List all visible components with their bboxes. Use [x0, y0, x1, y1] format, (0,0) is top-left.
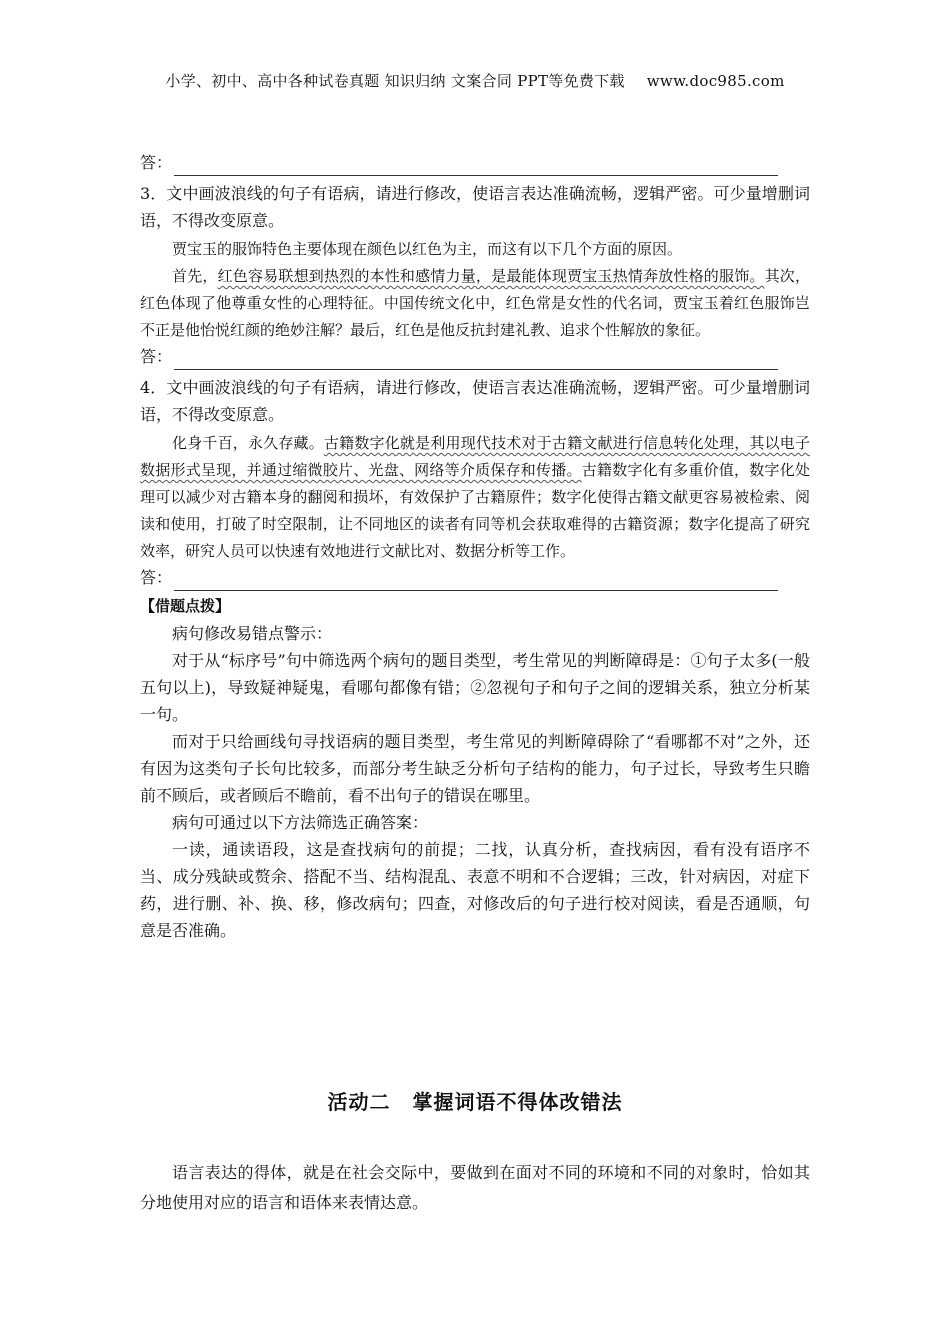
answer-blank[interactable]	[174, 159, 778, 176]
tip-paragraph: 而对于只给画线句寻找语病的题目类型，考生常见的判断障碍除了“看哪都不对”之外，还有因为这类句子长句比较多，而部分考生缺乏分析句子结构的能力，句子过长，导致考生只瞻前不顾后，或者顾后不瞻前，看不出句子的错误在哪里。	[140, 732, 810, 805]
passage-text: 化身千百，永久存藏。	[172, 434, 324, 452]
answer-label: 答：	[140, 568, 173, 587]
section-intro	[140, 1158, 810, 1218]
main-content	[140, 150, 810, 944]
answer-label: 答：	[140, 347, 173, 366]
question-4	[140, 374, 810, 591]
tip-paragraph: 病句修改易错点警示：	[172, 624, 333, 643]
question-3	[140, 180, 810, 370]
tip-paragraph: 病句可通过以下方法筛选正确答案：	[172, 813, 429, 832]
question-4-passage	[140, 430, 810, 565]
passage-text: 其次，红色体现了他尊重女性的心理特征。中国传统文化中，红色常是女性的代名词，贾宝玉着红色服饰岂不正是他怡悦红颜的绝妙注解？最后，红色是他反抗封建礼教、追求个性解放的象征。	[140, 267, 810, 339]
passage-paragraph	[140, 263, 810, 344]
question-3-prompt: 3．文中画波浪线的句子有语病，请进行修改，使语言表达准确流畅，逻辑严密。可少量增删词语，不得改变原意。	[140, 184, 810, 230]
passage-text: 古籍数字化有多重价值，数字化处理可以减少对古籍本身的翻阅和损坏，有效保护了古籍原件；数字化使得古籍文献更容易被检索、阅读和使用，打破了时空限制，让不同地区的读者有同等机会获取难得的古籍资源；数字化提高了研究效率，研究人员可以快速有效地进行文献比对、数据分析等工作。	[140, 461, 810, 560]
passage-text: 首先，	[172, 267, 218, 285]
passage-paragraph	[140, 430, 810, 565]
answer-line	[140, 565, 810, 591]
section-intro-paragraph: 语言表达的得体，就是在社会交际中，要做到在面对不同的环境和不同的对象时，恰如其分地使用对应的语言和语体来表情达意。	[140, 1163, 810, 1212]
passage-paragraph: 贾宝玉的服饰特色主要体现在颜色以红色为主，而这有以下几个方面的原因。	[172, 240, 683, 258]
wavy-underlined-sentence: 红色容易联想到热烈的本性和感情力量，是最能体现贾宝玉热情奔放性格的服饰。	[217, 267, 765, 285]
tip-heading: 【借题点拨】	[140, 597, 231, 615]
tip-section	[140, 593, 810, 944]
answer-line	[140, 150, 810, 176]
wavy-underlined-sentence: 古籍数字化就是利用现代技术对于古籍文献进行信息转化处理，其以电子数据形式呈现，并通过缩微胶片、光盘、网络等介质保存和传播。	[140, 434, 810, 479]
tip-paragraph: 一读，通读语段，这是查找病句的前提；二找，认真分析，查找病因，看有没有语序不当、成分残缺或赘余、搭配不当、结构混乱、表意不明和不合逻辑；三改，针对病因，对症下药，进行删、补、换、移，修改病句；四查，对修改后的句子进行校对阅读，看是否通顺，句意是否准确。	[140, 840, 810, 940]
answer-blank[interactable]	[174, 353, 778, 370]
question-3-passage	[140, 236, 810, 344]
header-text: 小学、初中、高中各种试卷真题 知识归纳 文案合同 PPT等免费下载	[165, 72, 625, 90]
question-4-prompt: 4．文中画波浪线的句子有语病，请进行修改，使语言表达准确流畅，逻辑严密。可少量增删词语，不得改变原意。	[140, 378, 810, 424]
header-url[interactable]: www.doc985.com	[646, 72, 785, 90]
page-header	[0, 70, 950, 91]
section-title-part2: 掌握词语不得体改错法	[412, 1090, 623, 1114]
tip-paragraph: 对于从“标序号”句中筛选两个病句的题目类型，考生常见的判断障碍是：①句子太多(一般五句以上)，导致疑神疑鬼，看哪句都像有错；②忽视句子和句子之间的逻辑关系，独立分析某一句。	[140, 651, 810, 724]
answer-line	[140, 344, 810, 370]
answer-blank[interactable]	[174, 574, 778, 591]
answer-label: 答：	[140, 153, 173, 172]
section-title-part1: 活动二	[327, 1090, 391, 1114]
section-title	[0, 1086, 950, 1115]
